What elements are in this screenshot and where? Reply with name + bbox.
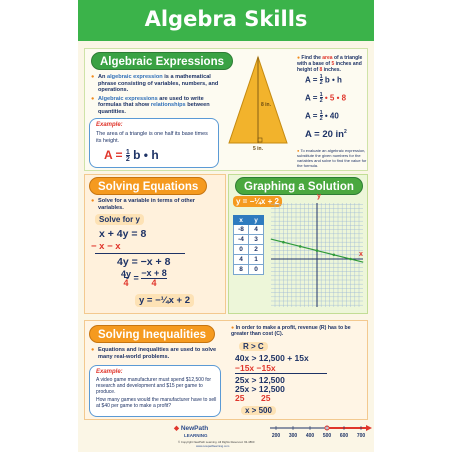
table-row: -8 4 (234, 225, 264, 235)
equation-line-3: 4y = −x + 8 (117, 256, 171, 268)
table-row: 8 0 (234, 265, 264, 275)
inequalities-bullet: ● Equations and inequalities are used to solve many real-world problems. (91, 347, 221, 360)
website-text: www.newpathlearning.com (196, 444, 230, 448)
inequality-line-5: 25 25 (235, 393, 271, 403)
algebraic-expressions-panel (84, 48, 368, 171)
xy-table (233, 215, 264, 275)
solution-point (282, 241, 285, 244)
example-text: The area of a triangle is one half its base times its height. (96, 131, 208, 144)
equation-divider (95, 253, 185, 254)
number-line (268, 421, 372, 443)
inequalities-panel (84, 320, 368, 420)
poster-title: Algebra Skills (144, 7, 308, 31)
table-header-x: x (234, 216, 249, 225)
equation-line-2: − x − x (91, 241, 121, 252)
algebraic-expressions-header: Algebraic Expressions (91, 52, 233, 70)
inequality-example-text-b: How many games would the manufacturer have to sell at $40 per game to make a profit? (96, 397, 217, 409)
game-example-box (89, 365, 221, 417)
inequality-line-3: 25x > 12,500 (235, 375, 285, 385)
solution-point (299, 245, 302, 248)
solving-equations-header: Solving Equations (89, 177, 207, 195)
y-axis-label: y (317, 193, 321, 200)
copyright-text: © Copyright NewPath Learning. All Rights Reserved. 93-4860 (178, 440, 255, 444)
inequalities-bullets (91, 347, 221, 362)
triangle-base-label: 5 in. (253, 146, 264, 152)
r-gt-c-pill: R > C (239, 342, 268, 351)
number-line-label: 500 (322, 433, 332, 439)
table-header-y: y (249, 216, 264, 225)
x-axis-label: x (359, 251, 363, 258)
number-line-label: 600 (339, 433, 349, 439)
solving-equations-panel (84, 174, 226, 314)
solving-bullet: ● Solve for a variable in terms of other variables. (91, 198, 221, 211)
algebraic-bullets (91, 74, 219, 118)
table-row: -4 3 (234, 235, 264, 245)
title-bar (78, 0, 374, 41)
triangle-example-box (89, 118, 219, 168)
inequality-example-text-a: A video game manufacturer must spend $12,500 for research and development and $15 per game to produce. (96, 377, 212, 395)
step-2: A = 1 2 • 5 • 8 (305, 92, 347, 104)
coordinate-graph (269, 195, 365, 311)
newpath-logo: ◆ NewPath LEARNING (174, 425, 209, 438)
profit-text: ● In order to make a profit, revenue (R) has to be greater than cost (C). (231, 325, 351, 338)
inequality-line-4: 25x > 12,500 (235, 384, 285, 394)
solution-point (349, 258, 352, 261)
find-area-text: ● Find the area of a triangle with a base of 5 inches and height of 8 inches. (297, 55, 363, 73)
example-label: Example: (96, 122, 123, 128)
inequality-line-2: −15x −15x (235, 363, 276, 373)
arrow-right-icon (366, 425, 372, 431)
algebraic-bullet-1: ● An algebraic expression is a mathematical phrase consisting of variables, numbers, and operations. (91, 74, 219, 94)
inequality-example-label: Example: (96, 369, 123, 375)
step-4: A = 20 $in^2$ (305, 129, 347, 141)
solving-bullets (91, 198, 221, 213)
graph-equation-pill: y = −¼x + 2 (233, 196, 282, 207)
inequality-divider (235, 373, 327, 374)
triangle-height-label: 8 in. (261, 102, 272, 108)
triangle-diagram (223, 51, 293, 151)
solution-point (316, 249, 319, 252)
equation-line-4: $\frac{4y}{4} = \frac{-x + 8}{4}$ (121, 268, 167, 288)
step-3: A = 1 2 • 40 (305, 110, 339, 122)
equation-line-1: x + 4y = 8 (99, 228, 147, 240)
inequality-line-1: 40x > 12,500 + 15x (235, 353, 309, 363)
table-row: 0 2 (234, 245, 264, 255)
solve-for-pill: Solve for y (95, 214, 144, 225)
graphing-header: Graphing a Solution (235, 177, 363, 195)
graphing-panel (228, 174, 368, 314)
example-formula: A = 1 2 b • h (104, 148, 159, 163)
algebraic-bullet-2: ● Algebraic expressions are used to write formulas that show relationships between quantities. (91, 96, 219, 116)
inequality-final-pill: x > 500 (241, 406, 276, 415)
number-line-label: 200 (271, 433, 281, 439)
number-line-label: 400 (305, 433, 315, 439)
table-row: 4 1 (234, 255, 264, 265)
number-line-label: 700 (356, 433, 366, 439)
solution-point (333, 254, 336, 257)
poster (78, 0, 374, 452)
number-line-label: 300 (288, 433, 298, 439)
final-equation-pill: y = −¼x + 2 (135, 294, 194, 307)
step-1: A = 1 2 b • h (305, 74, 342, 86)
inequalities-header: Solving Inequalities (89, 325, 215, 343)
evaluate-text: ● To evaluate an algebraic expression, substitute the given numbers for the variables and solve to find the value for the formula. (297, 148, 367, 168)
